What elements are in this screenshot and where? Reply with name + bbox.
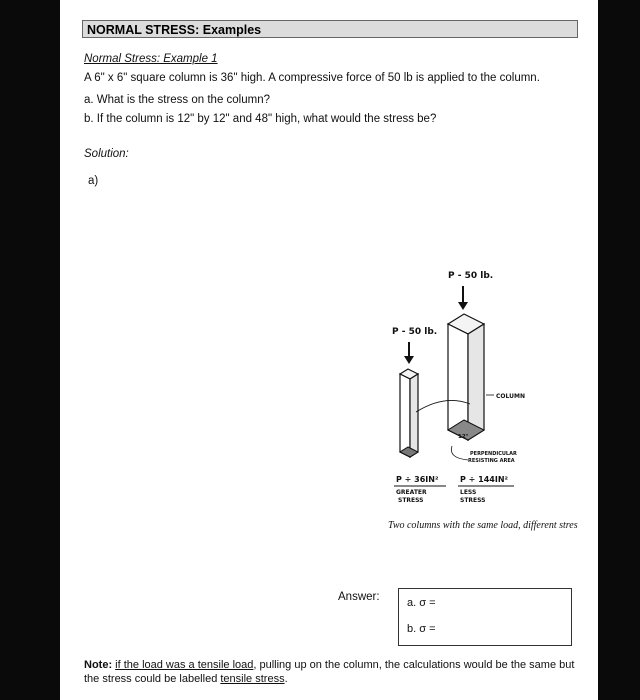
columns-diagram: [390, 262, 580, 512]
solution-part-a: a): [88, 175, 99, 187]
force-label-right: P - 50 lb.: [448, 271, 494, 281]
result-right-line2: STRESS: [460, 497, 486, 504]
note-paragraph: [84, 658, 576, 686]
note-prefix: Note:: [84, 659, 113, 671]
force-label-left: P - 50 lb.: [392, 327, 438, 337]
force-arrowhead-left: [404, 356, 414, 364]
example-heading: Normal Stress: Example 1: [84, 53, 218, 65]
formula-right: P ÷ 144IN²: [460, 475, 509, 484]
note-phrase-tensile-load: if the load was a tensile load: [115, 659, 254, 671]
note-suffix: .: [284, 673, 288, 685]
result-right-line1: LESS: [460, 489, 477, 496]
force-arrowhead-right: [458, 302, 468, 310]
solution-label: Solution:: [84, 148, 129, 160]
diagram-caption: Two columns with the same load, different stres: [388, 520, 578, 531]
answer-line-b: b. σ =: [407, 623, 436, 635]
question-b: b. If the column is 12" by 12" and 48" high, what would the stress be?: [84, 113, 437, 125]
note-body: , pulling up on the column, the calculations would be the same but the stress could be labelled: [84, 659, 575, 685]
page-title: NORMAL STRESS: Examples: [82, 20, 578, 38]
area-label-line1: PERPENDICULAR: [470, 451, 517, 457]
column-label: COLUMN: [496, 393, 525, 400]
area-label-line2: RESISTING AREA: [468, 458, 515, 464]
wide-column: [448, 314, 484, 440]
note-phrase-tensile-stress: tensile stress: [220, 673, 285, 685]
area-pointer: [451, 446, 468, 460]
thin-column: [400, 369, 418, 457]
document-page: [60, 0, 598, 700]
formula-left: P ÷ 36IN²: [396, 475, 439, 484]
result-left-line1: GREATER: [396, 489, 427, 496]
question-a: a. What is the stress on the column?: [84, 94, 271, 106]
answer-line-a: a. σ =: [407, 597, 436, 609]
answer-box: [398, 588, 572, 646]
problem-statement: A 6" x 6" square column is 36" high. A compressive force of 50 lb is applied to the column.: [84, 72, 540, 84]
result-left-line2: STRESS: [398, 497, 424, 504]
answer-label: Answer:: [338, 591, 380, 603]
dimension-label: 12": [458, 434, 469, 440]
